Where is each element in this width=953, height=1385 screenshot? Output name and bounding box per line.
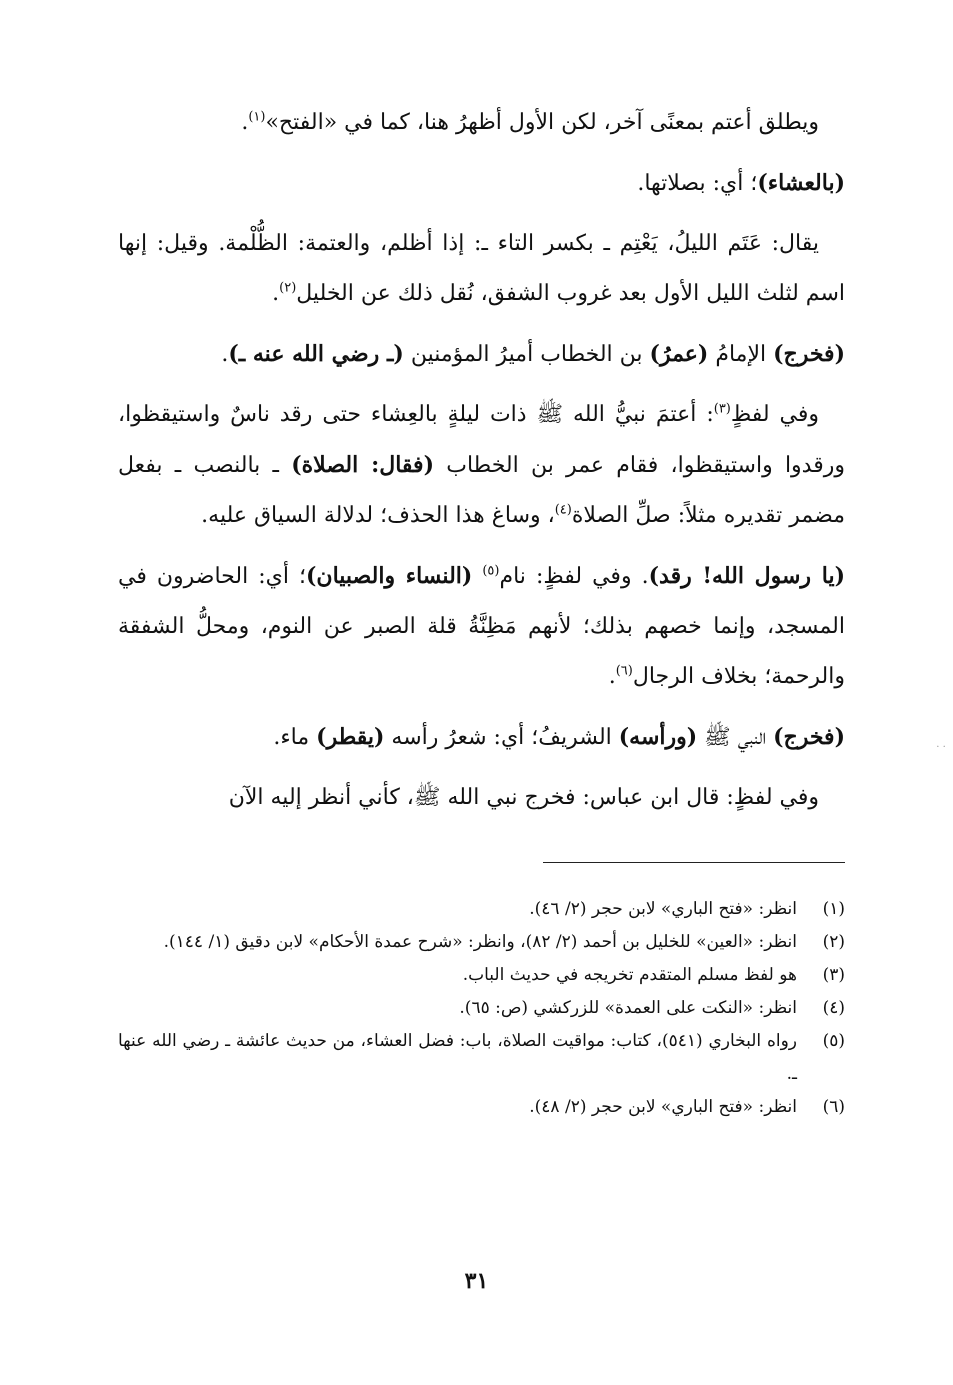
- text-run: ؛ أي: بصلاتها.: [637, 171, 758, 196]
- footnote: [118, 926, 845, 959]
- text-run: وفي لفظٍ: [730, 402, 819, 427]
- bold-quote: (ورأسه): [618, 724, 698, 750]
- footnote-number: (٤): [822, 998, 845, 1018]
- bold-quote: (فخرج): [773, 341, 845, 367]
- paragraph: [118, 712, 845, 763]
- text-run: .: [272, 281, 280, 306]
- footnote-text: هو لفظ مسلم المتقدم تخريجه في حديث الباب.: [462, 965, 797, 985]
- paragraph: [118, 773, 845, 823]
- main-text: [118, 98, 845, 833]
- text-run: الشريفُ؛ أي: شعرُ رأسه: [384, 725, 619, 750]
- text-run: : أعتمَ نبيُّ الله ﷺ ذات ليلةٍ بالعِشاء حتى رقد ناسٌ واستيقظوا، ورقدوا واستيقظوا، فقام عمر بن الخطاب: [118, 402, 845, 478]
- footnote-number: (١): [822, 899, 845, 919]
- text-run: . وفي لفظٍ: نام: [499, 564, 649, 589]
- text-run: يقال: عَتَم الليلُ، يَعْتِم ـ بكسر التاء ـ: إذا أظلم، والعتمة: الظُّلْمة. وقيل: إنها اسم لثلث الليل الأول بعد غروب الشفق، نُقل ذلك عن الخليل: [118, 231, 845, 306]
- footnote-number: (٥): [822, 1031, 845, 1051]
- text-run: النبي ﷺ: [697, 725, 774, 750]
- footnote-reference: (١): [248, 109, 266, 125]
- footnote-number: (٦): [822, 1097, 845, 1117]
- footnote: [118, 959, 845, 992]
- text-run: [472, 564, 482, 589]
- bold-quote: (عمرُ): [649, 341, 709, 367]
- footnote-separator: [543, 862, 845, 863]
- paragraph: [118, 98, 845, 148]
- paragraph: [118, 551, 845, 702]
- paragraph: [118, 158, 845, 209]
- text-run: .: [608, 664, 616, 689]
- footnote-text: انظر: «العين» للخليل بن أحمد (٢/ ٨٢)، وانظر: «شرح عمدة الأحكام» لابن دقيق (١/ ١٤٤).: [163, 932, 797, 952]
- text-run: الإمامُ: [708, 342, 774, 367]
- text-run: ـ بالنصب ـ بفعل مضمر تقديره مثلاً: صلِّ الصلاة: [118, 453, 845, 528]
- paragraph: [118, 219, 845, 319]
- text-run: ؛ أي: الحاضرون في المسجد، وإنما خصهم بذلك؛ لأنهم مَظِنَّةُ قلة الصبر عن النوم، ومحلُّ الشفقة والرحمة؛ بخلاف الرجال: [118, 564, 845, 689]
- margin-marks: . .: [936, 739, 946, 750]
- footnote: [118, 992, 845, 1025]
- footnote: [118, 1091, 845, 1124]
- footnote-text: انظر: «فتح الباري» لابن حجر (٢/ ٤٨).: [529, 1097, 797, 1117]
- bold-quote: (يقطر): [316, 724, 385, 750]
- footnote-text: رواه البخاري (٥٤١)، كتاب: مواقيت الصلاة، باب: فضل العشاء، من حديث عائشة ـ رضي الله عنها ـ.: [118, 1031, 797, 1084]
- paragraph: [118, 390, 845, 541]
- bold-quote: (ـ رضي الله عنه ـ): [228, 341, 404, 367]
- text-run: .: [221, 342, 229, 367]
- text-run: ، وساغ هذا الحذف؛ لدلالة السياق عليه.: [201, 503, 555, 528]
- footnote-reference: (٦): [615, 663, 633, 679]
- footnote-number: (٢): [822, 932, 845, 952]
- footnote-text: انظر: «فتح الباري» لابن حجر (٢/ ٤٦).: [529, 899, 797, 919]
- footnote-reference: (٥): [482, 563, 500, 579]
- bold-quote: (النساء والصبيان): [306, 563, 473, 589]
- text-run: .: [241, 110, 249, 135]
- footnote-number: (٣): [822, 965, 845, 985]
- bold-quote: (فقال: الصلاة): [291, 452, 434, 478]
- text-run: وفي لفظٍ: قال ابن عباس: فخرج نبي الله ﷺ، كأني أنظر إليه الآن: [228, 785, 819, 810]
- bold-quote: (فخرج): [773, 724, 845, 750]
- page-number: ٣١: [464, 1268, 489, 1294]
- footnote: [118, 893, 845, 926]
- paragraph: [118, 329, 845, 380]
- footnote: [118, 1025, 845, 1091]
- footnotes: [118, 893, 845, 1124]
- text-run: ماء.: [273, 725, 317, 750]
- bold-quote: (يا رسول الله! رقد): [648, 563, 845, 589]
- footnote-reference: (٣): [713, 401, 731, 417]
- footnote-reference: (٤): [554, 502, 572, 518]
- text-run: ويطلق أعتم بمعنًى آخر، لكن الأول أظهرُ هنا، كما في «الفتح»: [265, 110, 819, 135]
- text-run: بن الخطاب أميرُ المؤمنين: [403, 342, 650, 367]
- footnote-reference: (٢): [279, 280, 297, 296]
- footnote-text: انظر: «النكت على العمدة» للزركشي (ص: ٦٥).: [459, 998, 797, 1018]
- bold-quote: (بالعشاء): [757, 170, 845, 196]
